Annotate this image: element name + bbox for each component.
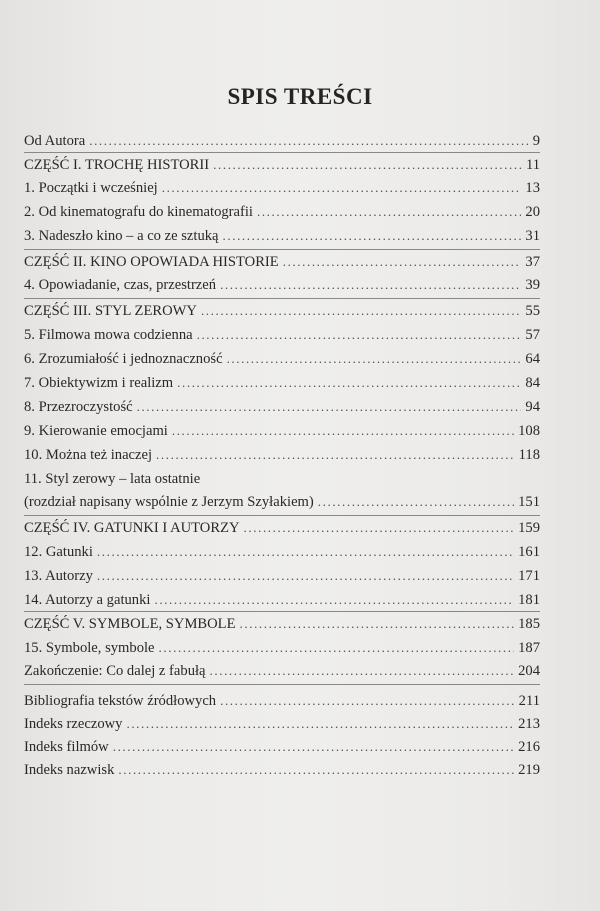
leader-dots	[318, 491, 514, 513]
leader-dots	[89, 130, 528, 152]
entry-page-number: 204	[518, 663, 540, 679]
entry-label: 11. Styl zerowy – lata ostatnie	[24, 471, 201, 487]
toc-entry[interactable]	[24, 444, 540, 466]
entry-label: 15. Symbole, symbole	[24, 640, 155, 656]
entry-label: 5. Filmowa mowa codzienna	[24, 327, 193, 343]
entry-label: Indeks filmów	[24, 739, 109, 755]
entry-page-number: 171	[518, 568, 540, 584]
toc-part-entry[interactable]	[24, 517, 540, 539]
entry-label: 3. Nadeszło kino – a co ze sztuką	[24, 228, 219, 244]
leader-dots	[97, 541, 514, 563]
toc-entry[interactable]	[24, 201, 540, 223]
leader-dots	[126, 713, 514, 735]
entry-label: 10. Można też inaczej	[24, 447, 153, 463]
toc-entry[interactable]	[24, 324, 540, 346]
leader-dots	[220, 274, 521, 296]
section-divider	[24, 515, 540, 516]
entry-label: 13. Autorzy	[24, 568, 93, 584]
entry-label: Bibliografia tekstów źródłowych	[24, 693, 217, 709]
toc-entry[interactable]	[24, 274, 540, 296]
toc-part-entry[interactable]	[24, 613, 540, 635]
entry-label: (rozdział napisany wspólnie z Jerzym Szyłakiem)	[24, 494, 314, 510]
toc-part-entry[interactable]	[24, 251, 540, 273]
toc-entry[interactable]	[24, 589, 540, 611]
entry-label: 2. Od kinematografu do kinematografii	[24, 204, 253, 220]
entry-label: 4. Opowiadanie, czas, przestrzeń	[24, 277, 217, 293]
entry-label: 6. Zrozumiałość i jednoznaczność	[24, 351, 223, 367]
toc-entry[interactable]	[24, 348, 540, 370]
toc-entry-continuation[interactable]	[24, 491, 540, 513]
toc-entry[interactable]	[24, 759, 540, 781]
entry-page-number: 9	[532, 133, 540, 149]
leader-dots	[137, 396, 522, 418]
leader-dots	[162, 177, 522, 199]
entry-label: Indeks nazwisk	[24, 762, 115, 778]
section-divider	[24, 249, 540, 250]
entry-page-number: 108	[518, 423, 540, 439]
entry-label: CZĘŚĆ V. SYMBOLE, SYMBOLE	[24, 616, 236, 632]
entry-label: CZĘŚĆ III. STYL ZEROWY	[24, 303, 197, 319]
leader-dots	[223, 225, 522, 247]
entry-label: CZĘŚĆ II. KINO OPOWIADA HISTORIE	[24, 254, 279, 270]
leader-dots	[177, 372, 521, 394]
leader-dots	[283, 251, 522, 273]
entry-label: 8. Przezroczystość	[24, 399, 133, 415]
section-divider	[24, 684, 540, 685]
toc-entry[interactable]	[24, 225, 540, 247]
toc-entry[interactable]	[24, 372, 540, 394]
leader-dots	[154, 589, 514, 611]
entry-page-number: 181	[518, 592, 540, 608]
leader-dots	[227, 348, 522, 370]
toc-entry[interactable]	[24, 130, 540, 152]
entry-page-number: 213	[518, 716, 540, 732]
entry-page-number: 39	[525, 277, 540, 293]
entry-page-number: 57	[525, 327, 540, 343]
leader-dots	[118, 759, 514, 781]
leader-dots	[113, 736, 514, 758]
toc-entry[interactable]	[24, 177, 540, 199]
entry-label: Indeks rzeczowy	[24, 716, 123, 732]
entry-page-number: 219	[518, 762, 540, 778]
page-title: SPIS TREŚCI	[227, 84, 373, 109]
leader-dots	[213, 154, 522, 176]
leader-dots	[97, 565, 514, 587]
entry-page-number: 185	[518, 616, 540, 632]
toc-entry[interactable]	[24, 713, 540, 735]
toc-entry[interactable]	[24, 468, 540, 490]
entry-page-number: 211	[518, 693, 540, 709]
leader-dots	[172, 420, 514, 442]
entry-page-number: 31	[525, 228, 540, 244]
entry-label: Od Autora	[24, 133, 86, 149]
entry-page-number: 13	[525, 180, 540, 196]
toc-entry[interactable]	[24, 420, 540, 442]
leader-dots	[197, 324, 522, 346]
toc-entry[interactable]	[24, 637, 540, 659]
toc-part-entry[interactable]	[24, 154, 540, 176]
entry-label: 7. Obiektywizm i realizm	[24, 375, 174, 391]
leader-dots	[156, 444, 515, 466]
section-divider	[24, 298, 540, 299]
entry-label: CZĘŚĆ I. TROCHĘ HISTORII	[24, 157, 210, 173]
leader-dots	[257, 201, 521, 223]
leader-dots	[159, 637, 515, 659]
leader-dots	[240, 613, 515, 635]
entry-page-number: 64	[525, 351, 540, 367]
entry-label: CZĘŚĆ IV. GATUNKI I AUTORZY	[24, 520, 240, 536]
toc-entry[interactable]	[24, 396, 540, 418]
entry-page-number: 159	[518, 520, 540, 536]
toc-entry[interactable]	[24, 736, 540, 758]
entry-page-number: 118	[518, 447, 540, 463]
section-divider	[24, 152, 540, 153]
entry-label: 1. Początki i wcześniej	[24, 180, 158, 196]
entry-page-number: 216	[518, 739, 540, 755]
toc-entry[interactable]	[24, 660, 540, 682]
entry-label: 14. Autorzy a gatunki	[24, 592, 151, 608]
toc-part-entry[interactable]	[24, 300, 540, 322]
leader-dots	[220, 690, 515, 712]
leader-dots	[210, 660, 515, 682]
leader-dots	[244, 517, 515, 539]
toc-entry[interactable]	[24, 565, 540, 587]
entry-page-number: 187	[518, 640, 540, 656]
entry-label: Zakończenie: Co dalej z fabułą	[24, 663, 206, 679]
entry-page-number: 151	[518, 494, 540, 510]
entry-page-number: 161	[518, 544, 540, 560]
entry-page-number: 55	[525, 303, 540, 319]
entry-label: 9. Kierowanie emocjami	[24, 423, 168, 439]
entry-page-number: 11	[525, 157, 540, 173]
section-divider	[24, 611, 540, 612]
entry-page-number: 84	[525, 375, 540, 391]
toc-entry[interactable]	[24, 541, 540, 563]
toc-entry[interactable]	[24, 690, 540, 712]
entry-page-number: 37	[525, 254, 540, 270]
entry-page-number: 94	[525, 399, 540, 415]
leader-dots	[201, 300, 521, 322]
entry-label: 12. Gatunki	[24, 544, 93, 560]
entry-page-number: 20	[525, 204, 540, 220]
